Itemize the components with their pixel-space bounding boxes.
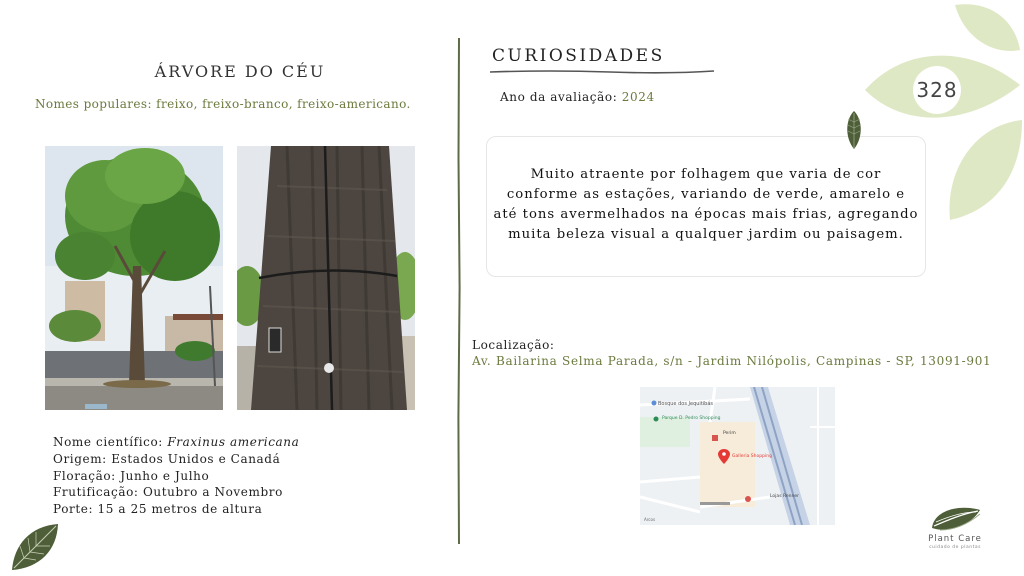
size-row: Porte: 15 a 25 metros de altura xyxy=(53,502,263,517)
column-divider xyxy=(457,38,461,544)
logo-name: Plant Care xyxy=(928,534,982,544)
tree-facts xyxy=(53,434,299,518)
leaf-icon xyxy=(843,110,865,150)
curiosity-text: Muito atraente por folhagem que varia de cor conforme as estações, variando de verde, amarelo e até tons avermelhados na épocas mais frias, agregando muita beleza visual a qualquer jardim ou paisagem. xyxy=(493,167,919,242)
scientific-name-value: Fraxinus americana xyxy=(167,435,300,449)
evaluation-year xyxy=(500,90,655,104)
tree-common-name: ÁRVORE DO CÉU xyxy=(154,62,326,81)
map-label-arcos: Arcos xyxy=(644,517,656,522)
scientific-name-label: Nome científico: xyxy=(53,435,163,449)
logo-tagline: cuidado de plantas xyxy=(929,545,981,550)
origin-row: Origem: Estados Unidos e Canadá xyxy=(53,451,281,466)
leaf-cluster-icon xyxy=(850,0,1024,230)
bottom-left-leaf-icon xyxy=(10,520,62,572)
location-address: Av. Bailarina Selma Parada, s/n - Jardim Nilópolis, Campinas - SP, 13091-901 xyxy=(472,354,992,368)
curiosities-title: CURIOSIDADES xyxy=(492,46,665,66)
tree-trunk-photo xyxy=(237,146,415,410)
tree-full-photo xyxy=(45,146,223,410)
tree-number-badge: 328 xyxy=(916,78,958,102)
evaluation-year-label: Ano da avaliação: xyxy=(500,90,618,104)
fruiting-row: Frutificação: Outubro a Novembro xyxy=(53,485,283,500)
location-map[interactable] xyxy=(640,387,835,525)
evaluation-year-value: 2024 xyxy=(621,90,655,104)
popular-names xyxy=(35,97,411,111)
map-label-lojas: Lojas Renner xyxy=(770,494,799,499)
map-label-galleria: Galleria Shopping xyxy=(732,454,772,459)
curiosities-underline xyxy=(490,68,714,76)
map-label-parque: Parque D. Pedro Shopping xyxy=(662,416,721,421)
popular-names-value: freixo, freixo-branco, freixo-americano. xyxy=(156,97,411,111)
map-label-bosque: Bosque dos Jequitibás xyxy=(658,401,714,407)
location-label: Localização: xyxy=(472,338,555,352)
flowering-row: Floração: Junho e Julho xyxy=(53,468,210,483)
map-label-perim: Perim xyxy=(723,431,736,436)
scientific-name-row xyxy=(53,434,299,451)
popular-names-label: Nomes populares: xyxy=(35,97,152,111)
